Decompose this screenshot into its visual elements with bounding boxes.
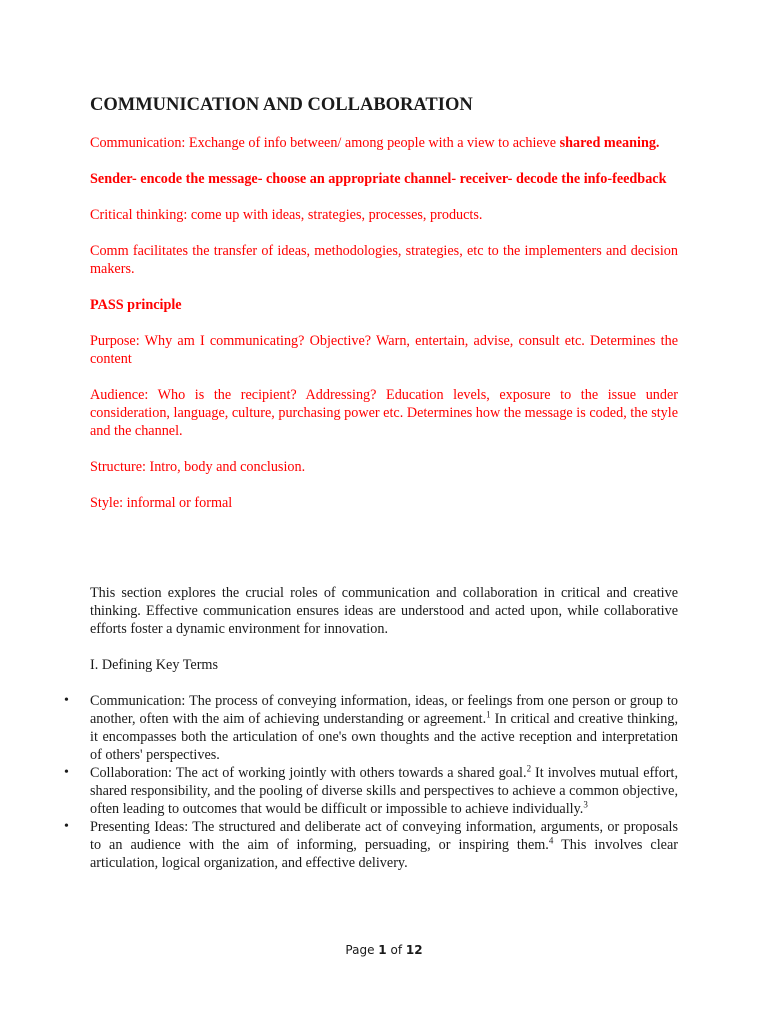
sender-flow-note: Sender- encode the message- choose an appropriate channel- receiver- decode the info-feedback (90, 171, 667, 187)
section-intro-paragraph: This section explores the crucial roles of communication and collaboration in critical and creative thinking. Effective communication ensures ideas are understood and acted upon, while collaborative efforts foster a dynamic environment for innovation. (90, 585, 678, 637)
comm-facilitates-note: Comm facilitates the transfer of ideas, methodologies, strategies, etc to the implementers and decision makers. (90, 243, 678, 277)
footnote-ref: 3 (583, 799, 588, 810)
page-label: Page (345, 943, 379, 957)
footnote-ref: 2 (526, 763, 532, 774)
section-heading: I. Defining Key Terms (90, 657, 218, 673)
audience-note: Audience: Who is the recipient? Addressing? Education levels, exposure to the issue under consideration, language, culture, purchasing power etc. Determines how the message is coded, the style and the channel. (90, 387, 678, 439)
purpose-note: Purpose: Why am I communicating? Objective? Warn, entertain, advise, consult etc. Determines the content (90, 333, 678, 367)
footnote-ref: 1 (486, 709, 491, 720)
shared-meaning-text: shared meaning. (559, 135, 660, 151)
footnote-ref: 4 (548, 835, 554, 846)
list-item-text: It involves mutual effort, shared responsibility, and the pooling of diverse skills and perspectives to achieve a common objective, often leading to outcomes that would be difficult or impossible to achieve individually. (90, 765, 679, 817)
current-page-number: 1 (378, 943, 387, 957)
style-note: Style: informal or formal (90, 495, 233, 511)
list-item-text: Communication: The process of conveying information, ideas, or feelings from one person or group to another, often with the aim of achieving understanding or agreement. (90, 693, 678, 727)
page-content (64, 94, 679, 872)
list-item-text: Collaboration: The act of working jointly with others towards a shared goal. (90, 765, 527, 781)
communication-definition-note (90, 134, 678, 152)
list-item-text: This involves clear articulation, logical organization, and effective delivery. (90, 837, 678, 871)
communication-note-text: Communication: Exchange of info between/ among people with a view to achieve (90, 135, 560, 151)
bullet-icon: • (64, 693, 69, 708)
list-item-communication (64, 692, 678, 764)
page-footer (0, 943, 768, 957)
list-item-text: Presenting Ideas: The structured and deliberate act of conveying information, arguments, or proposals to an audience with the aim of informing, persuading, or inspiring them. (90, 819, 678, 853)
list-item-text: In critical and creative thinking, it encompasses both the articulation of one's own thoughts and the active reception and interpretation of others' perspectives. (90, 711, 678, 763)
structure-note: Structure: Intro, body and conclusion. (90, 459, 306, 475)
pass-principle-heading: PASS principle (90, 297, 182, 313)
list-item-collaboration (64, 763, 679, 818)
spacer (90, 530, 678, 584)
of-label: of (386, 943, 406, 957)
key-terms-list (64, 692, 679, 872)
document-title: COMMUNICATION AND COLLABORATION (90, 95, 473, 115)
list-item-presenting-ideas (64, 818, 678, 872)
critical-thinking-note: Critical thinking: come up with ideas, strategies, processes, products. (90, 207, 483, 223)
total-page-number: 12 (405, 943, 423, 957)
bullet-icon: • (64, 765, 69, 780)
bullet-icon: • (64, 819, 69, 834)
